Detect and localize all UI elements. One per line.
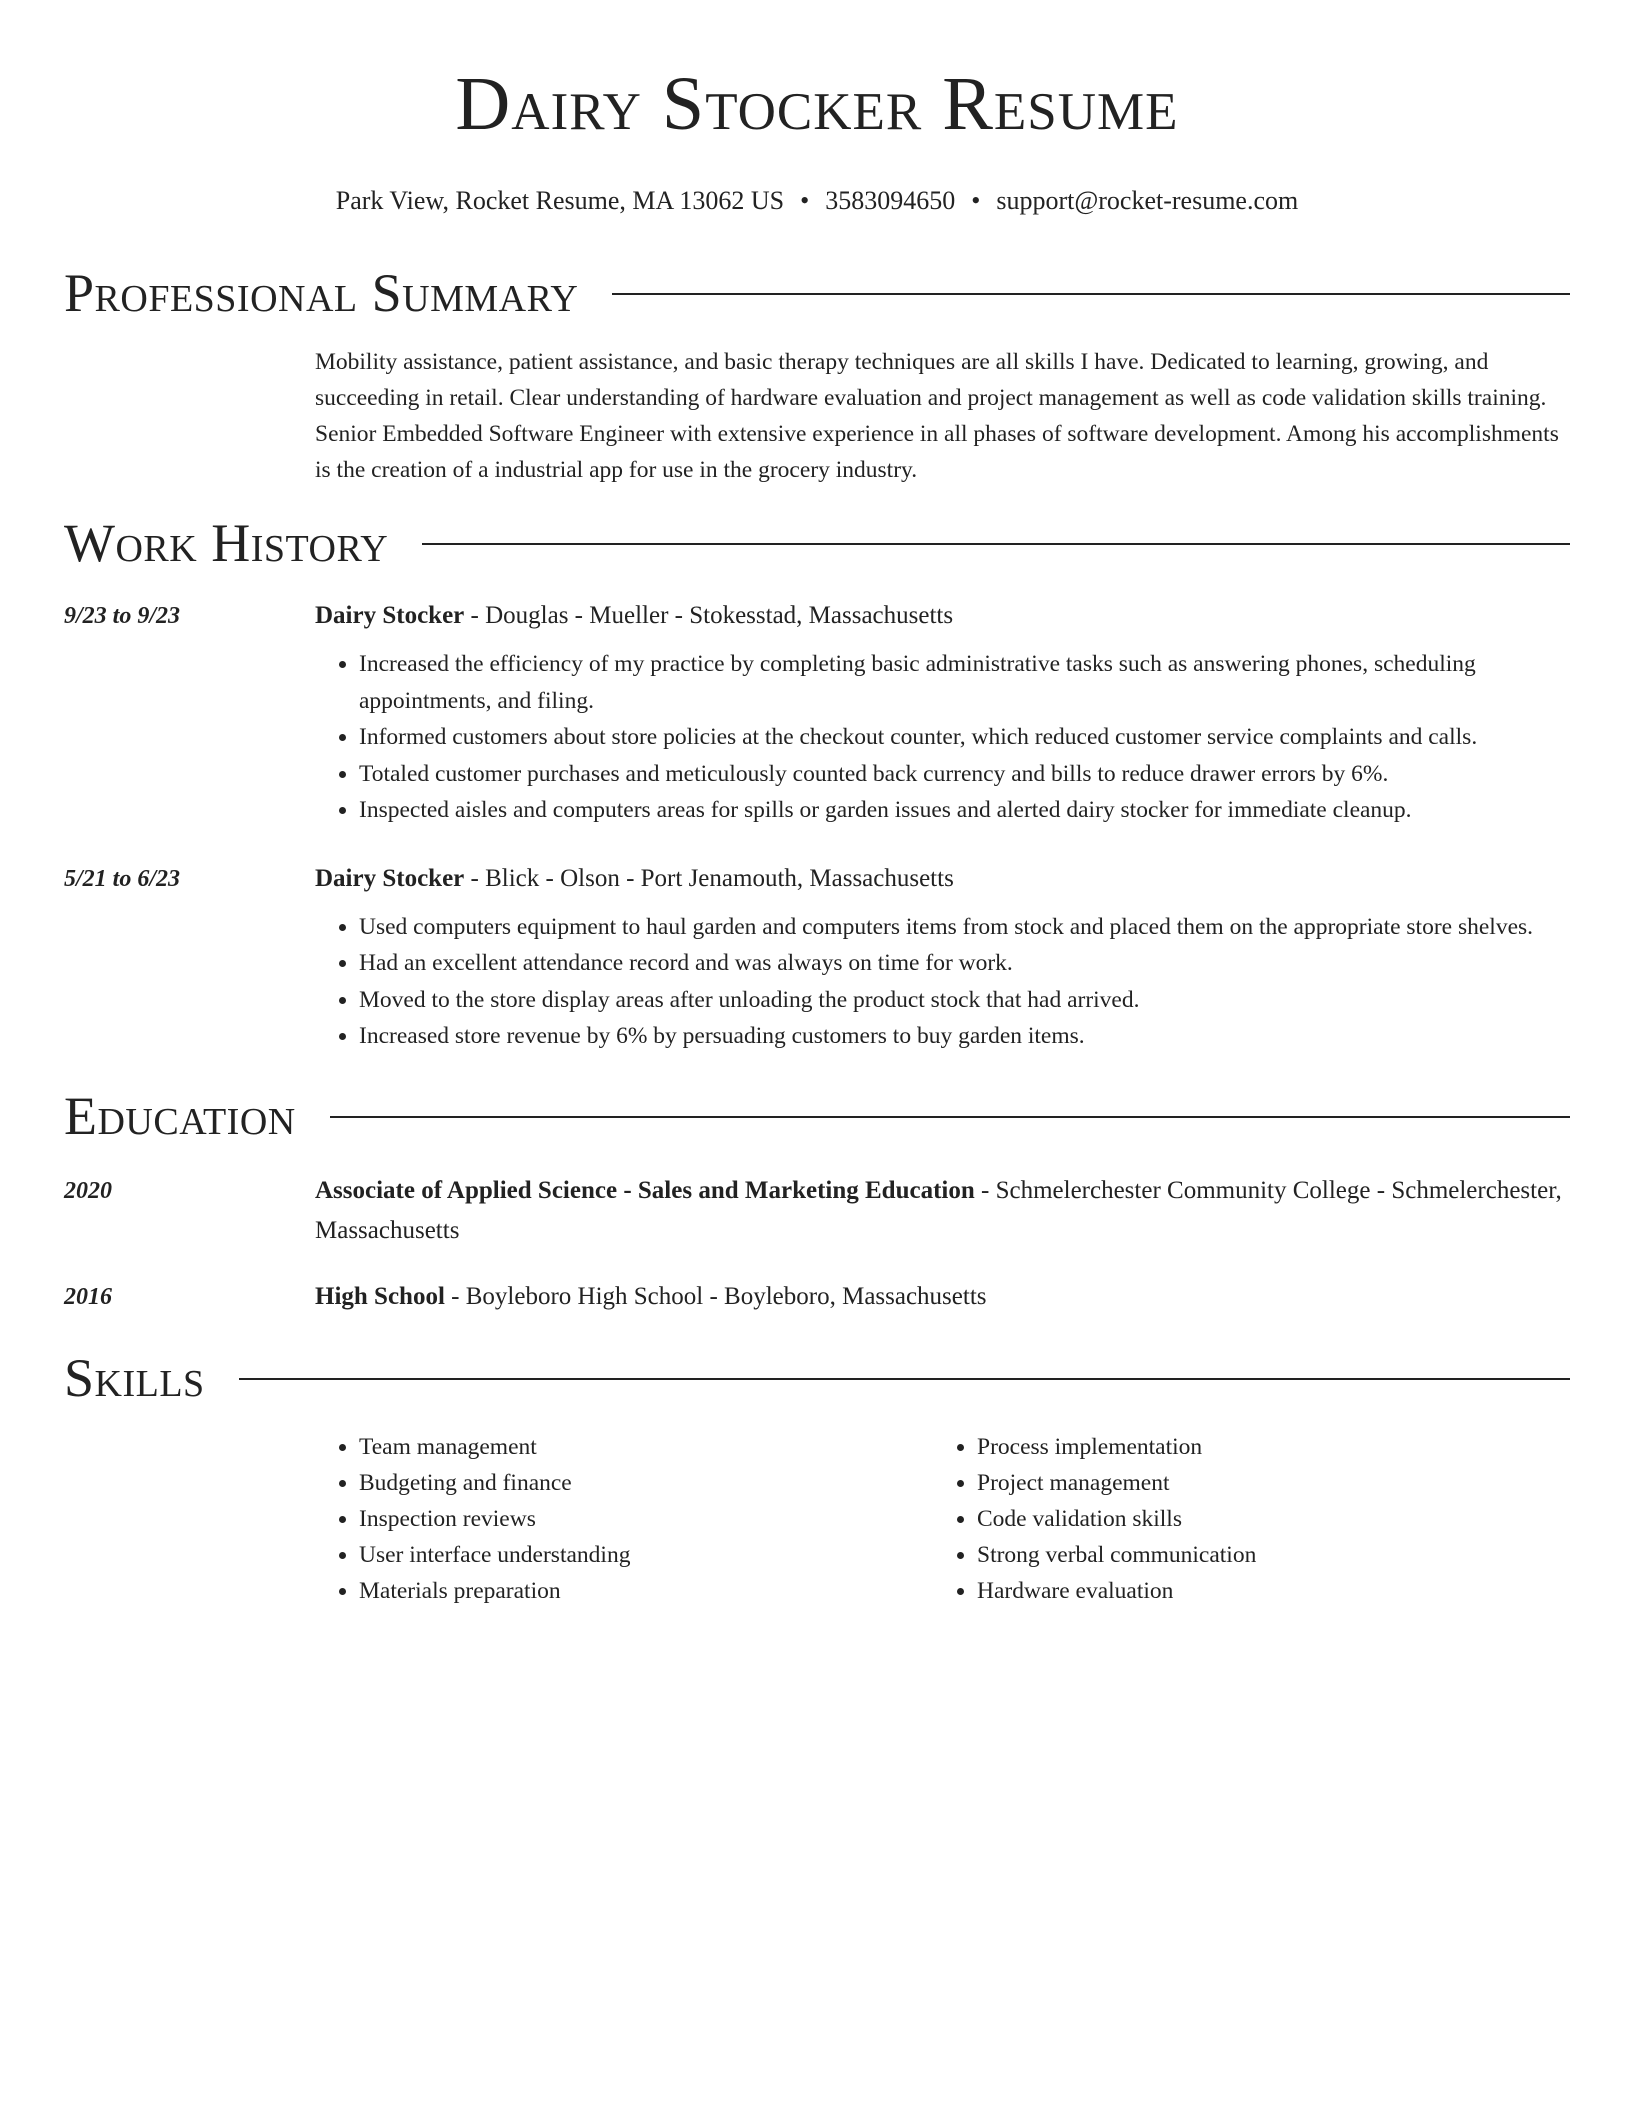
resume-page xyxy=(64,0,1570,1609)
job-bullet: • Increased the efficiency of my practice by completing basic administrative tasks such as answering phones, scheduling appointments, and filing. xyxy=(359,646,1570,719)
job-entry xyxy=(64,859,1570,1055)
job-employer: - Blick - Olson - Port Jenamouth, Massachusetts xyxy=(464,864,954,892)
section-divider xyxy=(239,1378,1570,1380)
job-bullet: • Inspected aisles and computers areas for spills or garden issues and alerted dairy stocker for immediate cleanup. xyxy=(359,792,1570,829)
education-content xyxy=(315,1171,1570,1251)
job-dates: 9/23 to 9/23 xyxy=(64,603,181,629)
skills-column-1 xyxy=(315,1429,933,1609)
job-bullet: • Had an excellent attendance record and was always on time for work. xyxy=(359,945,1570,982)
skill-item: • User interface understanding xyxy=(359,1537,933,1573)
education-entry xyxy=(64,1277,1570,1317)
summary-text: Mobility assistance, patient assistance, and basic therapy techniques are all skills I have. Dedicated to learning, growing, and succeeding in retail. Clear understanding of hardware evaluation and project management as well as code validation skills training. Senior Embedded Software Engineer with extensive experience in all phases of software development. Among his accomplishments is the creation of a industrial app for use in the grocery industry. xyxy=(315,349,1559,483)
section-divider xyxy=(330,1116,1570,1118)
education-degree: High School xyxy=(315,1282,445,1310)
education-degree: Associate of Applied Science - Sales and Marketing Education xyxy=(315,1176,975,1204)
job-title: Dairy Stocker xyxy=(315,602,465,629)
section-header-education xyxy=(64,1081,1570,1151)
section-title-skills: Skills xyxy=(64,1347,205,1408)
education-school: - Schmelerchester Community College - Schmelerchester, Massachusetts xyxy=(315,1176,1562,1244)
job-employer: - Douglas - Mueller - Stokesstad, Massachusetts xyxy=(464,602,954,629)
job-title: Dairy Stocker xyxy=(315,864,465,892)
skill-item: • Code validation skills xyxy=(977,1501,1537,1537)
job-dates: 5/21 to 6/23 xyxy=(64,865,181,892)
contact-address: Park View, Rocket Resume, MA 13062 US xyxy=(335,186,785,215)
section-header-summary xyxy=(64,258,1570,328)
job-content xyxy=(315,859,1570,1055)
contact-email: support@rocket-resume.com xyxy=(996,186,1299,215)
section-title-summary: Professional Summary xyxy=(64,263,579,323)
contact-phone: 3583094650 xyxy=(825,186,956,215)
job-entry xyxy=(64,596,1570,829)
education-content xyxy=(315,1277,1570,1317)
job-content xyxy=(315,596,1570,829)
job-bullet: • Increased store revenue by 6% by persuading customers to buy garden items. xyxy=(359,1018,1570,1055)
education-school: - Boyleboro High School - Boyleboro, Massachusetts xyxy=(444,1282,987,1310)
section-divider xyxy=(612,293,1570,295)
job-bullets xyxy=(315,909,1570,1055)
job-bullet: • Used computers equipment to haul garden and computers items from stock and placed them on the appropriate store shelves. xyxy=(359,909,1570,946)
contact-line xyxy=(64,184,1570,218)
skill-item: • Project management xyxy=(977,1465,1537,1501)
skill-item: • Process implementation xyxy=(977,1429,1537,1465)
section-header-work xyxy=(64,508,1570,578)
job-bullet: • Moved to the store display areas after unloading the product stock that had arrived. xyxy=(359,982,1570,1019)
contact-separator: • xyxy=(971,186,981,215)
section-divider xyxy=(422,543,1570,545)
job-bullet: • Informed customers about store policies at the checkout counter, which reduced customer service complaints and calls. xyxy=(359,719,1570,756)
section-title-education: Education xyxy=(64,1085,296,1146)
skill-item: • Budgeting and finance xyxy=(359,1465,933,1501)
job-heading xyxy=(315,596,1570,636)
education-year: 2020 xyxy=(64,1177,112,1204)
contact-separator: • xyxy=(800,186,810,215)
skill-item: • Hardware evaluation xyxy=(977,1573,1537,1609)
skill-item: • Strong verbal communication xyxy=(977,1537,1537,1573)
section-title-work: Work History xyxy=(64,513,389,573)
education-year: 2016 xyxy=(64,1283,112,1310)
education-entry xyxy=(64,1171,1570,1251)
job-bullets xyxy=(315,646,1570,829)
section-header-skills xyxy=(64,1343,1570,1413)
job-bullet: • Totaled customer purchases and meticulously counted back currency and bills to reduce drawer errors by 6%. xyxy=(359,756,1570,793)
skill-item: • Inspection reviews xyxy=(359,1501,933,1537)
skills-list xyxy=(315,1429,1570,1609)
resume-title: Dairy Stocker Resume xyxy=(455,62,1179,146)
skill-item: • Materials preparation xyxy=(359,1573,933,1609)
skill-item: • Team management xyxy=(359,1429,933,1465)
job-heading xyxy=(315,859,1570,899)
skills-column-2 xyxy=(933,1429,1537,1609)
